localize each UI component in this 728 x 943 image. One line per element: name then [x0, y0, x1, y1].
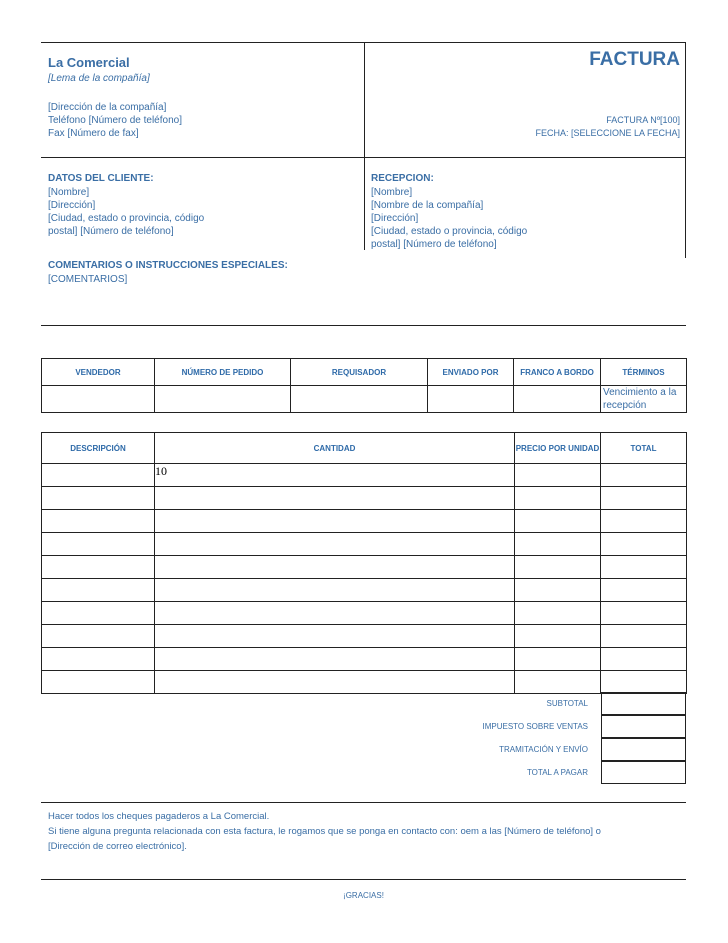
shipping-box[interactable]	[601, 738, 686, 761]
cell-total[interactable]	[601, 556, 687, 579]
items-header-row	[42, 433, 687, 464]
reception-city: [Ciudad, estado o provincia, código	[371, 226, 528, 237]
cell-precio[interactable]	[515, 510, 601, 533]
cell-descripcion[interactable]	[42, 487, 155, 510]
cell-precio[interactable]	[515, 464, 601, 487]
tax-label: IMPUESTO SOBRE VENTAS	[482, 722, 588, 731]
cell-cantidad[interactable]	[155, 648, 515, 671]
cell-descripcion[interactable]	[42, 464, 155, 487]
document-title: FACTURA	[589, 49, 680, 70]
cell-numero-pedido[interactable]	[155, 386, 291, 413]
cell-precio[interactable]	[515, 487, 601, 510]
table-row	[42, 602, 687, 625]
table-row	[42, 487, 687, 510]
reception-postal-phone: postal] [Número de teléfono]	[371, 239, 497, 250]
cell-descripcion[interactable]	[42, 579, 155, 602]
right-border	[685, 42, 686, 258]
header-vendedor: VENDEDOR	[42, 359, 155, 386]
table-row	[42, 648, 687, 671]
cell-cantidad[interactable]	[155, 602, 515, 625]
header-divider	[364, 42, 365, 157]
cell-total[interactable]	[601, 602, 687, 625]
total-box[interactable]	[601, 761, 686, 784]
cell-cantidad[interactable]	[155, 510, 515, 533]
cell-total[interactable]	[601, 533, 687, 556]
cell-total[interactable]	[601, 625, 687, 648]
table-row	[42, 556, 687, 579]
header-terminos: TÉRMINOS	[601, 359, 687, 386]
cell-franco-a-bordo[interactable]	[514, 386, 601, 413]
company-fax: Fax [Número de fax]	[48, 128, 139, 139]
cell-precio[interactable]	[515, 625, 601, 648]
reception-name: [Nombre]	[371, 187, 413, 198]
cell-cantidad[interactable]	[155, 579, 515, 602]
footer-top-border	[41, 802, 686, 803]
table-row	[42, 510, 687, 533]
table-row	[42, 464, 687, 487]
subtotal-label: SUBTOTAL	[546, 699, 588, 708]
table-row	[42, 579, 687, 602]
cell-total[interactable]	[601, 464, 687, 487]
table-row	[42, 671, 687, 694]
company-slogan: [Lema de la compañía]	[48, 73, 150, 84]
order-table-header-row	[42, 359, 687, 386]
header-descripcion: DESCRIPCIÓN	[42, 433, 155, 464]
cell-descripcion[interactable]	[42, 556, 155, 579]
header-franco-a-bordo: FRANCO A BORDO	[514, 359, 601, 386]
cell-enviado-por[interactable]	[428, 386, 514, 413]
order-table-row	[42, 386, 687, 413]
footer-line-1: Hacer todos los cheques pagaderos a La Comercial.	[48, 811, 270, 822]
table-row	[42, 533, 687, 556]
cell-precio[interactable]	[515, 556, 601, 579]
cell-cantidad[interactable]	[155, 625, 515, 648]
cell-terminos[interactable]: Vencimiento a la recepción	[601, 386, 687, 413]
cell-cantidad[interactable]	[155, 487, 515, 510]
cell-total[interactable]	[601, 579, 687, 602]
cell-total[interactable]	[601, 510, 687, 533]
cell-descripcion[interactable]	[42, 602, 155, 625]
cell-total[interactable]	[601, 671, 687, 694]
comments-heading: COMENTARIOS O INSTRUCCIONES ESPECIALES:	[48, 260, 288, 271]
client-address: [Dirección]	[48, 200, 96, 211]
client-heading: DATOS DEL CLIENTE:	[48, 173, 154, 184]
client-postal-phone: postal] [Número de teléfono]	[48, 226, 174, 237]
cell-total[interactable]	[601, 648, 687, 671]
cell-cantidad[interactable]	[155, 533, 515, 556]
footer-line-2: Si tiene alguna pregunta relacionada con esta factura, le rogamos que se ponga en contacto con: oem a las [Número de teléfono] o	[48, 826, 601, 837]
cell-vendedor[interactable]	[42, 386, 155, 413]
client-divider	[364, 157, 365, 250]
subtotal-box[interactable]	[601, 692, 686, 715]
reception-address: [Dirección]	[371, 213, 419, 224]
cell-cantidad[interactable]	[155, 671, 515, 694]
cell-descripcion[interactable]	[42, 648, 155, 671]
footer-separator	[41, 879, 686, 880]
tax-box[interactable]	[601, 715, 686, 738]
cell-requisador[interactable]	[291, 386, 428, 413]
client-name: [Nombre]	[48, 187, 90, 198]
reception-company: [Nombre de la compañía]	[371, 200, 484, 211]
cell-total[interactable]	[601, 487, 687, 510]
client-city: [Ciudad, estado o provincia, código	[48, 213, 205, 224]
header-enviado-por: ENVIADO POR	[428, 359, 514, 386]
header-total: TOTAL	[601, 433, 687, 464]
comments-text: [COMENTARIOS]	[48, 274, 128, 285]
footer-line-3: [Dirección de correo electrónico].	[48, 841, 187, 852]
cell-descripcion[interactable]	[42, 671, 155, 694]
cell-precio[interactable]	[515, 579, 601, 602]
cell-precio[interactable]	[515, 533, 601, 556]
order-table	[41, 358, 687, 413]
header-numero-pedido: NÚMERO DE PEDIDO	[155, 359, 291, 386]
items-table	[41, 432, 687, 694]
invoice-date: FECHA: [SELECCIONE LA FECHA]	[535, 128, 680, 138]
company-address: [Dirección de la compañía]	[48, 102, 167, 113]
cell-cantidad[interactable]	[155, 556, 515, 579]
header-precio-unidad: PRECIO POR UNIDAD	[515, 433, 601, 464]
cell-descripcion[interactable]	[42, 510, 155, 533]
total-label: TOTAL A PAGAR	[526, 768, 588, 777]
header-requisador: REQUISADOR	[291, 359, 428, 386]
cell-precio[interactable]	[515, 648, 601, 671]
cell-descripcion[interactable]	[42, 625, 155, 648]
cell-precio[interactable]	[515, 602, 601, 625]
company-phone: Teléfono [Número de teléfono]	[48, 115, 182, 126]
reception-heading: RECEPCION:	[371, 173, 434, 184]
cell-precio[interactable]	[515, 671, 601, 694]
shipping-label: TRAMITACIÓN Y ENVÍO	[499, 745, 588, 754]
invoice-number: FACTURA Nº[100]	[606, 115, 680, 125]
thanks-text: ¡GRACIAS!	[343, 891, 384, 900]
comments-bottom-border	[41, 325, 686, 326]
company-name: La Comercial	[48, 55, 130, 70]
cell-cantidad[interactable]: 10	[155, 464, 515, 487]
cell-descripcion[interactable]	[42, 533, 155, 556]
header-cantidad: CANTIDAD	[155, 433, 515, 464]
table-row	[42, 625, 687, 648]
